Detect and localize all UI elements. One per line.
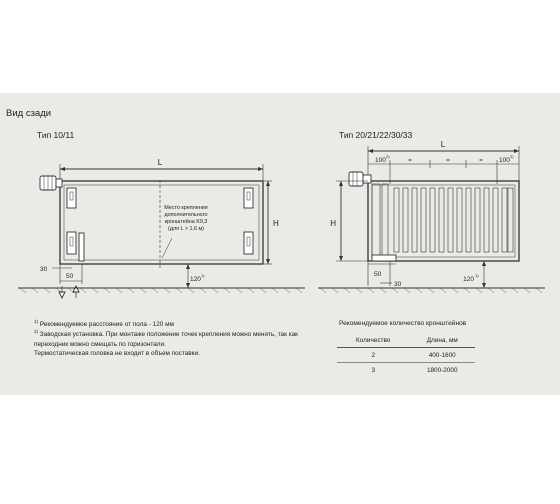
table-header-row: [337, 333, 475, 348]
right-eq-2: =: [446, 158, 450, 164]
left-height-label: H: [273, 219, 279, 228]
left-radiator-body: [60, 181, 263, 264]
mount-note-line-2: дополнительного: [164, 212, 208, 218]
table-cell: 3: [371, 366, 375, 374]
right-dim-100-left-mark: 2): [386, 154, 390, 159]
table-header-length: Длина, мм: [426, 336, 458, 344]
right-floor: [318, 288, 545, 293]
right-eq-3: =: [479, 158, 483, 164]
left-dim-50-label: 50: [66, 273, 74, 280]
footnote-1: $^{1)}$ Рекомендуемое расстояние от пола - 120 мм: [34, 319, 174, 329]
right-dim-100-right-mark: 2): [510, 154, 514, 159]
right-radiator-fins: [394, 188, 513, 252]
right-radiator-body: [368, 181, 519, 261]
left-floor-gap-mark: 1): [201, 273, 205, 278]
table-cell: 400-1600: [428, 351, 456, 359]
left-floor-gap-label: 120: [190, 276, 201, 283]
left-dim-30-label: 30: [40, 266, 48, 273]
mount-note-line-3: кронштейна K9,3: [164, 219, 208, 225]
table-row: [337, 348, 475, 363]
right-dim-50-label: 50: [374, 271, 382, 278]
footnote-3: Термостатическая головка не входит в объем поставки.: [34, 350, 200, 357]
right-eq-1: =: [408, 158, 412, 164]
right-thermostat-head: [349, 172, 363, 186]
left-bracket-top-left: [67, 188, 76, 208]
mount-note-line-4: (для L > 1,6 м): [168, 226, 204, 232]
right-dim-100-right: 100: [499, 157, 510, 164]
bracket-table-title: Рекомендуемое количество кронштейнов: [339, 320, 467, 327]
left-diagram: [40, 164, 272, 298]
right-diagram: [336, 146, 519, 288]
left-length-label: L: [157, 158, 163, 167]
footnote-2: $^{2)}$ Заводская установка. При монтаже положение точек крепления можно менять, так как переходник можно смещать по горизонтали.: [34, 329, 298, 349]
table-cell: 2: [371, 351, 375, 359]
right-floor-gap-label: 120: [463, 276, 474, 283]
table-row: [337, 363, 475, 378]
left-bracket-bottom-right: [244, 232, 253, 254]
right-length-label: L: [440, 140, 446, 149]
right-height-label: H: [330, 219, 336, 228]
right-dim-30-label: 30: [394, 281, 402, 288]
mount-note-line-1: Место крепления: [164, 205, 208, 211]
left-bracket-bottom-left: [67, 232, 76, 254]
left-bracket-top-right: [244, 188, 253, 208]
bracket-table: [337, 333, 475, 377]
view-title: Вид сзади: [6, 108, 52, 119]
table-cell: 1800-2000: [426, 366, 458, 374]
right-dim-100-left: 100: [375, 157, 386, 164]
left-floor: [18, 288, 305, 293]
table-header-count: Количество: [356, 336, 391, 344]
type-label-right: Тип 20/21/22/30/33: [339, 130, 413, 140]
type-label-left: Тип 10/11: [37, 130, 75, 140]
right-floor-gap-mark: 1): [475, 273, 479, 278]
